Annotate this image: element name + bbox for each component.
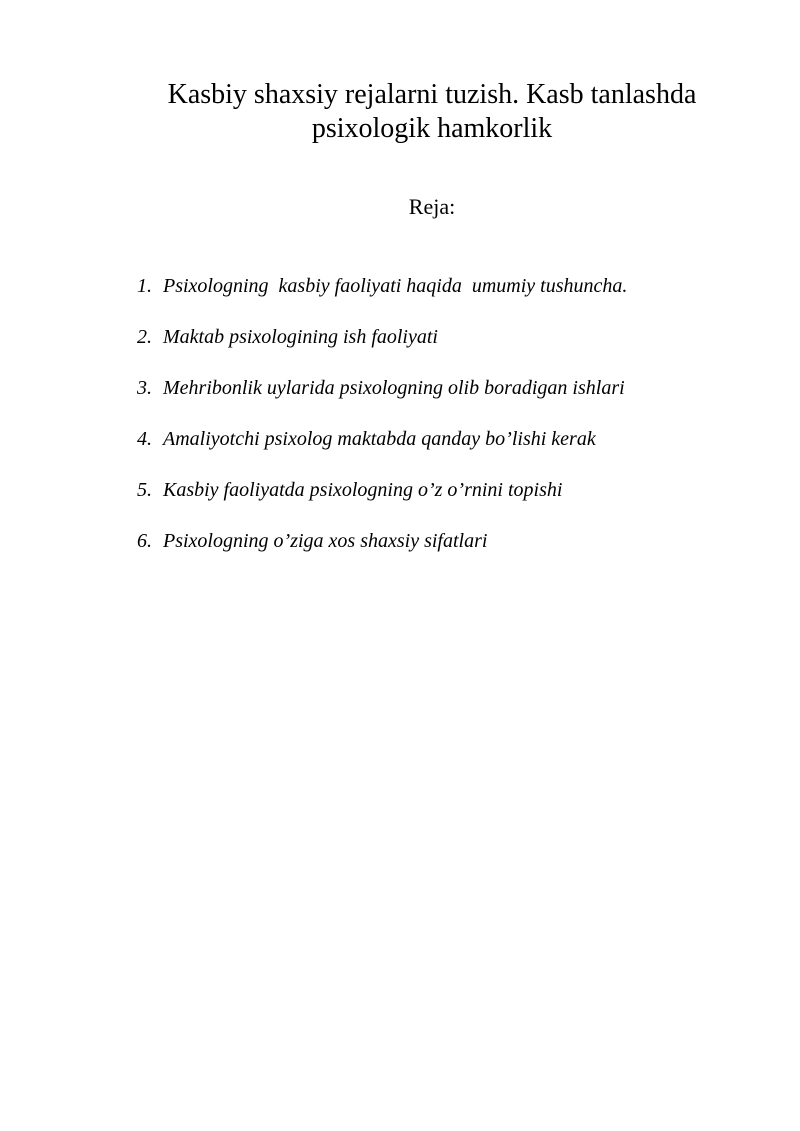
plan-item (0, 374, 800, 425)
plan-item-number: 6. (137, 530, 152, 552)
document-title (130, 78, 734, 146)
plan-item (0, 425, 800, 476)
plan-item-text: Mehribonlik uylarida psixologning olib boradigan ishlari (163, 377, 625, 399)
plan-item-text: Maktab psixologining ish faoliyati (163, 326, 438, 348)
plan-item (0, 272, 800, 323)
plan-heading: Reja: (408, 194, 456, 219)
plan-list (0, 272, 800, 578)
plan-item-number: 5. (137, 479, 152, 501)
plan-item (0, 476, 800, 527)
plan-item (0, 323, 800, 374)
plan-item (0, 527, 800, 578)
plan-item-number: 3. (137, 377, 152, 399)
plan-item-number: 1. (137, 275, 152, 297)
plan-item-text: Psixologning kasbiy faoliyati haqida umumiy tushuncha. (163, 275, 628, 297)
plan-item-number: 4. (137, 428, 152, 450)
document-title-line-2: psixologik hamkorlik (311, 113, 553, 144)
plan-item-text: Kasbiy faoliyatda psixologning o’z o’rnini topishi (163, 479, 563, 501)
plan-item-text: Psixologning o’ziga xos shaxsiy sifatlari (163, 530, 488, 552)
document-title-line-1: Kasbiy shaxsiy rejalarni tuzish. Kasb tanlashda (167, 79, 697, 110)
plan-item-number: 2. (137, 326, 152, 348)
plan-item-text: Amaliyotchi psixolog maktabda qanday bo’lishi kerak (163, 428, 596, 450)
